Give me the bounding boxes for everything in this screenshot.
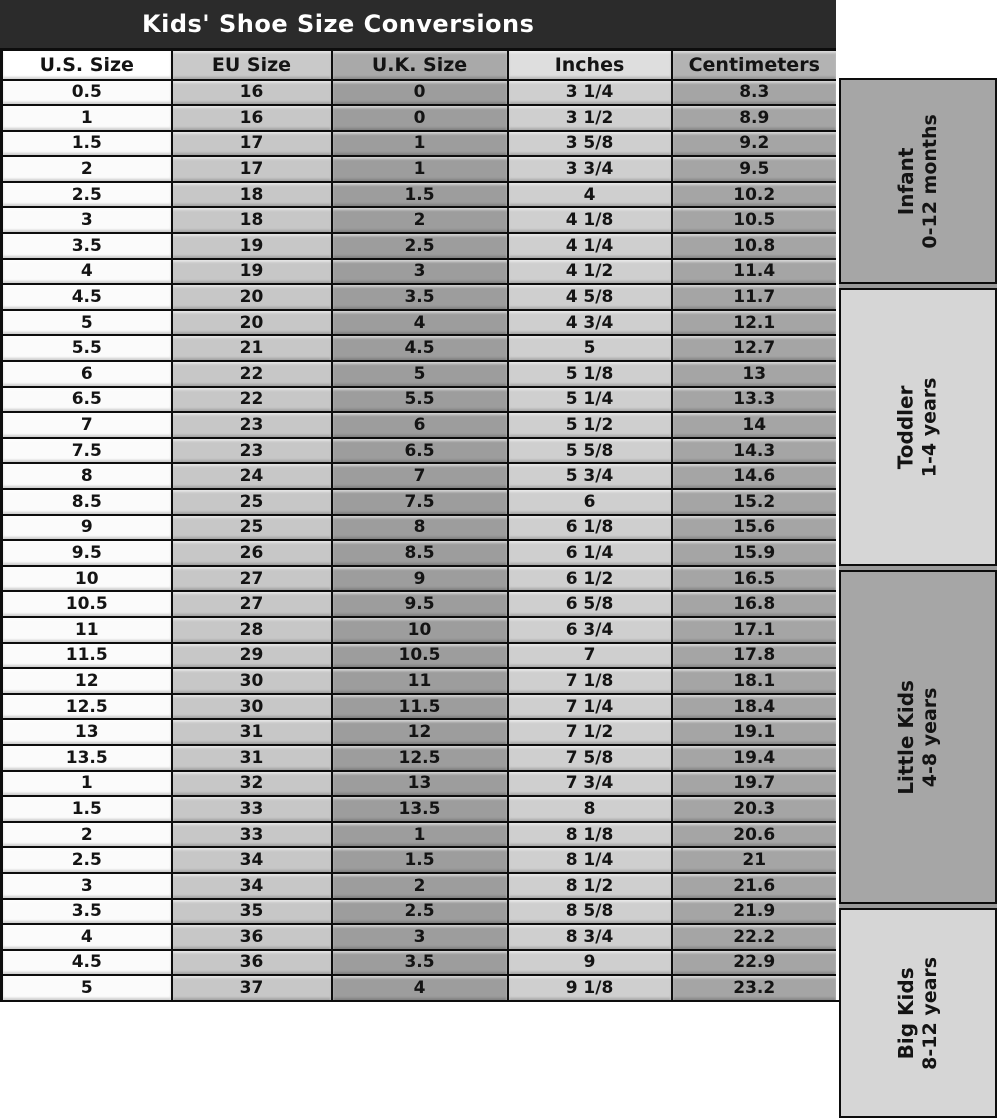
table-cell: 4 bbox=[2, 924, 172, 950]
table-cell: 8.5 bbox=[332, 540, 508, 566]
table-cell: 9 bbox=[332, 566, 508, 592]
table-cell: 4 bbox=[2, 259, 172, 285]
table-row bbox=[2, 387, 838, 413]
table-cell: 5 1/2 bbox=[508, 412, 672, 438]
table-cell: 17.1 bbox=[672, 617, 838, 643]
table-cell: 10.8 bbox=[672, 233, 838, 259]
column-header-u-s-size: U.S. Size bbox=[2, 50, 172, 80]
column-header-eu-size: EU Size bbox=[172, 50, 332, 80]
table-cell: 1 bbox=[332, 822, 508, 848]
table-cell: 5.5 bbox=[332, 387, 508, 413]
table-cell: 4 3/4 bbox=[508, 310, 672, 336]
table-cell: 7 3/4 bbox=[508, 771, 672, 797]
table-cell: 3.5 bbox=[332, 284, 508, 310]
table-cell: 22.9 bbox=[672, 950, 838, 976]
table-cell: 30 bbox=[172, 668, 332, 694]
table-cell: 5 bbox=[2, 310, 172, 336]
table-cell: 2.5 bbox=[332, 899, 508, 925]
table-cell: 12 bbox=[2, 668, 172, 694]
table-cell: 28 bbox=[172, 617, 332, 643]
table-cell: 3 bbox=[2, 207, 172, 233]
table-row bbox=[2, 566, 838, 592]
table-cell: 25 bbox=[172, 515, 332, 541]
table-cell: 8.9 bbox=[672, 105, 838, 131]
table-cell: 3.5 bbox=[332, 950, 508, 976]
table-cell: 5 bbox=[508, 335, 672, 361]
table-cell: 19 bbox=[172, 259, 332, 285]
table-cell: 1 bbox=[332, 131, 508, 157]
table-cell: 7 1/4 bbox=[508, 694, 672, 720]
age-group-big-kids bbox=[839, 908, 997, 1118]
table-cell: 2 bbox=[332, 873, 508, 899]
table-row bbox=[2, 233, 838, 259]
table-row bbox=[2, 847, 838, 873]
table-cell: 10.2 bbox=[672, 182, 838, 208]
table-cell: 34 bbox=[172, 873, 332, 899]
table-cell: 7 bbox=[508, 643, 672, 669]
table-cell: 23 bbox=[172, 412, 332, 438]
table-cell: 35 bbox=[172, 899, 332, 925]
table-cell: 13.5 bbox=[2, 745, 172, 771]
table-cell: 4 bbox=[508, 182, 672, 208]
table-cell: 15.6 bbox=[672, 515, 838, 541]
table-row bbox=[2, 361, 838, 387]
table-cell: 4.5 bbox=[2, 284, 172, 310]
page-title: Kids' Shoe Size Conversions bbox=[142, 10, 535, 38]
table-row bbox=[2, 591, 838, 617]
table-cell: 4 1/4 bbox=[508, 233, 672, 259]
table-cell: 36 bbox=[172, 950, 332, 976]
table-cell: 17.8 bbox=[672, 643, 838, 669]
table-cell: 19.1 bbox=[672, 719, 838, 745]
table-cell: 14.6 bbox=[672, 463, 838, 489]
table-cell: 7.5 bbox=[332, 489, 508, 515]
table-cell: 31 bbox=[172, 719, 332, 745]
table-cell: 8 3/4 bbox=[508, 924, 672, 950]
table-header-row bbox=[2, 50, 838, 80]
table-cell: 8 1/2 bbox=[508, 873, 672, 899]
table-cell: 9.5 bbox=[672, 156, 838, 182]
table-cell: 8.3 bbox=[672, 80, 838, 106]
table-cell: 21 bbox=[172, 335, 332, 361]
conversion-table bbox=[0, 48, 839, 1002]
table-cell: 21 bbox=[672, 847, 838, 873]
table-cell: 4 1/2 bbox=[508, 259, 672, 285]
table-cell: 18 bbox=[172, 182, 332, 208]
table-row bbox=[2, 438, 838, 464]
table-cell: 0.5 bbox=[2, 80, 172, 106]
table-cell: 7 bbox=[332, 463, 508, 489]
table-cell: 8.5 bbox=[2, 489, 172, 515]
table-row bbox=[2, 694, 838, 720]
table-row bbox=[2, 745, 838, 771]
table-cell: 9 bbox=[508, 950, 672, 976]
table-cell: 10 bbox=[332, 617, 508, 643]
table-cell: 20 bbox=[172, 284, 332, 310]
table-cell: 1.5 bbox=[2, 796, 172, 822]
table-cell: 4 bbox=[332, 975, 508, 1001]
table-cell: 7 bbox=[2, 412, 172, 438]
table-cell: 6 5/8 bbox=[508, 591, 672, 617]
table-cell: 27 bbox=[172, 591, 332, 617]
table-row bbox=[2, 515, 838, 541]
table-row bbox=[2, 924, 838, 950]
table-cell: 4.5 bbox=[2, 950, 172, 976]
table-cell: 6.5 bbox=[332, 438, 508, 464]
table-cell: 5 bbox=[332, 361, 508, 387]
table-cell: 23 bbox=[172, 438, 332, 464]
table-cell: 10.5 bbox=[2, 591, 172, 617]
table-cell: 2.5 bbox=[2, 847, 172, 873]
table-cell: 20 bbox=[172, 310, 332, 336]
table-cell: 5 1/4 bbox=[508, 387, 672, 413]
column-header-u-k-size: U.K. Size bbox=[332, 50, 508, 80]
table-cell: 5 bbox=[2, 975, 172, 1001]
table-cell: 15.2 bbox=[672, 489, 838, 515]
table-cell: 3 bbox=[2, 873, 172, 899]
table-cell: 2.5 bbox=[2, 182, 172, 208]
table-cell: 19.7 bbox=[672, 771, 838, 797]
table-cell: 13.5 bbox=[332, 796, 508, 822]
age-group-toddler bbox=[839, 288, 997, 566]
table-cell: 11.4 bbox=[672, 259, 838, 285]
table-cell: 9.5 bbox=[2, 540, 172, 566]
table-cell: 6 1/2 bbox=[508, 566, 672, 592]
table-cell: 11 bbox=[2, 617, 172, 643]
table-cell: 15.9 bbox=[672, 540, 838, 566]
table-cell: 19.4 bbox=[672, 745, 838, 771]
table-cell: 1 bbox=[2, 771, 172, 797]
table-cell: 14.3 bbox=[672, 438, 838, 464]
table-cell: 9.2 bbox=[672, 131, 838, 157]
table-cell: 11.7 bbox=[672, 284, 838, 310]
table-cell: 1.5 bbox=[332, 847, 508, 873]
table-cell: 22 bbox=[172, 387, 332, 413]
table-cell: 5.5 bbox=[2, 335, 172, 361]
table-cell: 11.5 bbox=[332, 694, 508, 720]
table-cell: 13 bbox=[332, 771, 508, 797]
table-cell: 13 bbox=[672, 361, 838, 387]
table-cell: 4 5/8 bbox=[508, 284, 672, 310]
table-cell: 23.2 bbox=[672, 975, 838, 1001]
table-cell: 8 1/8 bbox=[508, 822, 672, 848]
table-cell: 6 bbox=[332, 412, 508, 438]
table-cell: 5 1/8 bbox=[508, 361, 672, 387]
table-row bbox=[2, 719, 838, 745]
table-cell: 7 1/2 bbox=[508, 719, 672, 745]
table-cell: 6.5 bbox=[2, 387, 172, 413]
age-group-toddler-text: Toddler 1-4 years bbox=[893, 377, 941, 477]
age-group-infant bbox=[839, 78, 997, 284]
table-cell: 5 5/8 bbox=[508, 438, 672, 464]
table-cell: 22.2 bbox=[672, 924, 838, 950]
table-row bbox=[2, 284, 838, 310]
table-cell: 16.5 bbox=[672, 566, 838, 592]
table-cell: 1 bbox=[2, 105, 172, 131]
table-cell: 3 1/4 bbox=[508, 80, 672, 106]
age-group-strip bbox=[839, 78, 997, 1070]
table-cell: 25 bbox=[172, 489, 332, 515]
table-row bbox=[2, 950, 838, 976]
table-cell: 8 5/8 bbox=[508, 899, 672, 925]
table-cell: 2 bbox=[2, 822, 172, 848]
table-row bbox=[2, 259, 838, 285]
table-row bbox=[2, 643, 838, 669]
table-cell: 7 5/8 bbox=[508, 745, 672, 771]
table-cell: 17 bbox=[172, 156, 332, 182]
table-cell: 7 1/8 bbox=[508, 668, 672, 694]
table-cell: 3 bbox=[332, 924, 508, 950]
table-cell: 3 3/4 bbox=[508, 156, 672, 182]
title-bar bbox=[0, 0, 836, 48]
table-cell: 36 bbox=[172, 924, 332, 950]
table-cell: 6 3/4 bbox=[508, 617, 672, 643]
table-cell: 10 bbox=[2, 566, 172, 592]
table-cell: 12.5 bbox=[2, 694, 172, 720]
table-cell: 27 bbox=[172, 566, 332, 592]
table-row bbox=[2, 668, 838, 694]
table-cell: 33 bbox=[172, 796, 332, 822]
table-cell: 1 bbox=[332, 156, 508, 182]
table-cell: 16.8 bbox=[672, 591, 838, 617]
table-cell: 4 bbox=[332, 310, 508, 336]
table-cell: 4 1/8 bbox=[508, 207, 672, 233]
table-cell: 6 bbox=[508, 489, 672, 515]
table-cell: 9 bbox=[2, 515, 172, 541]
age-group-sidebar bbox=[836, 0, 1000, 1070]
table-cell: 8 bbox=[508, 796, 672, 822]
age-group-big-kids-text: Big Kids 8-12 years bbox=[893, 956, 941, 1070]
table-cell: 0 bbox=[332, 105, 508, 131]
table-row bbox=[2, 975, 838, 1001]
table-row bbox=[2, 796, 838, 822]
age-group-little-kids bbox=[839, 570, 997, 904]
table-cell: 11 bbox=[332, 668, 508, 694]
table-cell: 3.5 bbox=[2, 899, 172, 925]
table-cell: 3 bbox=[332, 259, 508, 285]
table-cell: 9 1/8 bbox=[508, 975, 672, 1001]
table-cell: 16 bbox=[172, 80, 332, 106]
table-row bbox=[2, 822, 838, 848]
table-cell: 9.5 bbox=[332, 591, 508, 617]
table-cell: 8 bbox=[2, 463, 172, 489]
table-cell: 37 bbox=[172, 975, 332, 1001]
table-cell: 0 bbox=[332, 80, 508, 106]
table-cell: 19 bbox=[172, 233, 332, 259]
table-cell: 33 bbox=[172, 822, 332, 848]
table-row bbox=[2, 771, 838, 797]
table-cell: 30 bbox=[172, 694, 332, 720]
table-cell: 24 bbox=[172, 463, 332, 489]
table-cell: 12 bbox=[332, 719, 508, 745]
table-cell: 12.7 bbox=[672, 335, 838, 361]
table-cell: 11.5 bbox=[2, 643, 172, 669]
table-row bbox=[2, 310, 838, 336]
table-cell: 26 bbox=[172, 540, 332, 566]
age-group-infant-text: Infant 0-12 months bbox=[893, 113, 941, 249]
age-group-little-kids-text: Little Kids 4-8 years bbox=[893, 679, 941, 795]
table-cell: 12.1 bbox=[672, 310, 838, 336]
table-cell: 29 bbox=[172, 643, 332, 669]
table-row bbox=[2, 899, 838, 925]
table-cell: 18 bbox=[172, 207, 332, 233]
table-row bbox=[2, 156, 838, 182]
table-cell: 3.5 bbox=[2, 233, 172, 259]
table-row bbox=[2, 182, 838, 208]
table-row bbox=[2, 617, 838, 643]
table-cell: 2 bbox=[2, 156, 172, 182]
table-row bbox=[2, 131, 838, 157]
table-cell: 10.5 bbox=[332, 643, 508, 669]
table-cell: 32 bbox=[172, 771, 332, 797]
table-cell: 14 bbox=[672, 412, 838, 438]
table-cell: 21.6 bbox=[672, 873, 838, 899]
table-cell: 13 bbox=[2, 719, 172, 745]
table-row bbox=[2, 335, 838, 361]
table-cell: 20.6 bbox=[672, 822, 838, 848]
table-row bbox=[2, 207, 838, 233]
table-cell: 22 bbox=[172, 361, 332, 387]
table-cell: 6 1/4 bbox=[508, 540, 672, 566]
table-cell: 16 bbox=[172, 105, 332, 131]
table-cell: 21.9 bbox=[672, 899, 838, 925]
table-cell: 6 bbox=[2, 361, 172, 387]
table-cell: 34 bbox=[172, 847, 332, 873]
table-cell: 18.4 bbox=[672, 694, 838, 720]
table-row bbox=[2, 412, 838, 438]
column-header-centimeters: Centimeters bbox=[672, 50, 838, 80]
table-cell: 8 bbox=[332, 515, 508, 541]
table-cell: 7.5 bbox=[2, 438, 172, 464]
table-cell: 18.1 bbox=[672, 668, 838, 694]
table-cell: 12.5 bbox=[332, 745, 508, 771]
column-header-inches: Inches bbox=[508, 50, 672, 80]
table-cell: 3 1/2 bbox=[508, 105, 672, 131]
table-cell: 3 5/8 bbox=[508, 131, 672, 157]
table-cell: 8 1/4 bbox=[508, 847, 672, 873]
table-row bbox=[2, 105, 838, 131]
table-cell: 13.3 bbox=[672, 387, 838, 413]
table-row bbox=[2, 80, 838, 106]
table-row bbox=[2, 489, 838, 515]
table-cell: 2.5 bbox=[332, 233, 508, 259]
table-row bbox=[2, 463, 838, 489]
table-row bbox=[2, 873, 838, 899]
table-cell: 1.5 bbox=[2, 131, 172, 157]
table-cell: 17 bbox=[172, 131, 332, 157]
table-cell: 31 bbox=[172, 745, 332, 771]
table-cell: 20.3 bbox=[672, 796, 838, 822]
table-cell: 2 bbox=[332, 207, 508, 233]
table-cell: 5 3/4 bbox=[508, 463, 672, 489]
table-cell: 1.5 bbox=[332, 182, 508, 208]
table-cell: 4.5 bbox=[332, 335, 508, 361]
table-cell: 6 1/8 bbox=[508, 515, 672, 541]
table-row bbox=[2, 540, 838, 566]
table-cell: 10.5 bbox=[672, 207, 838, 233]
